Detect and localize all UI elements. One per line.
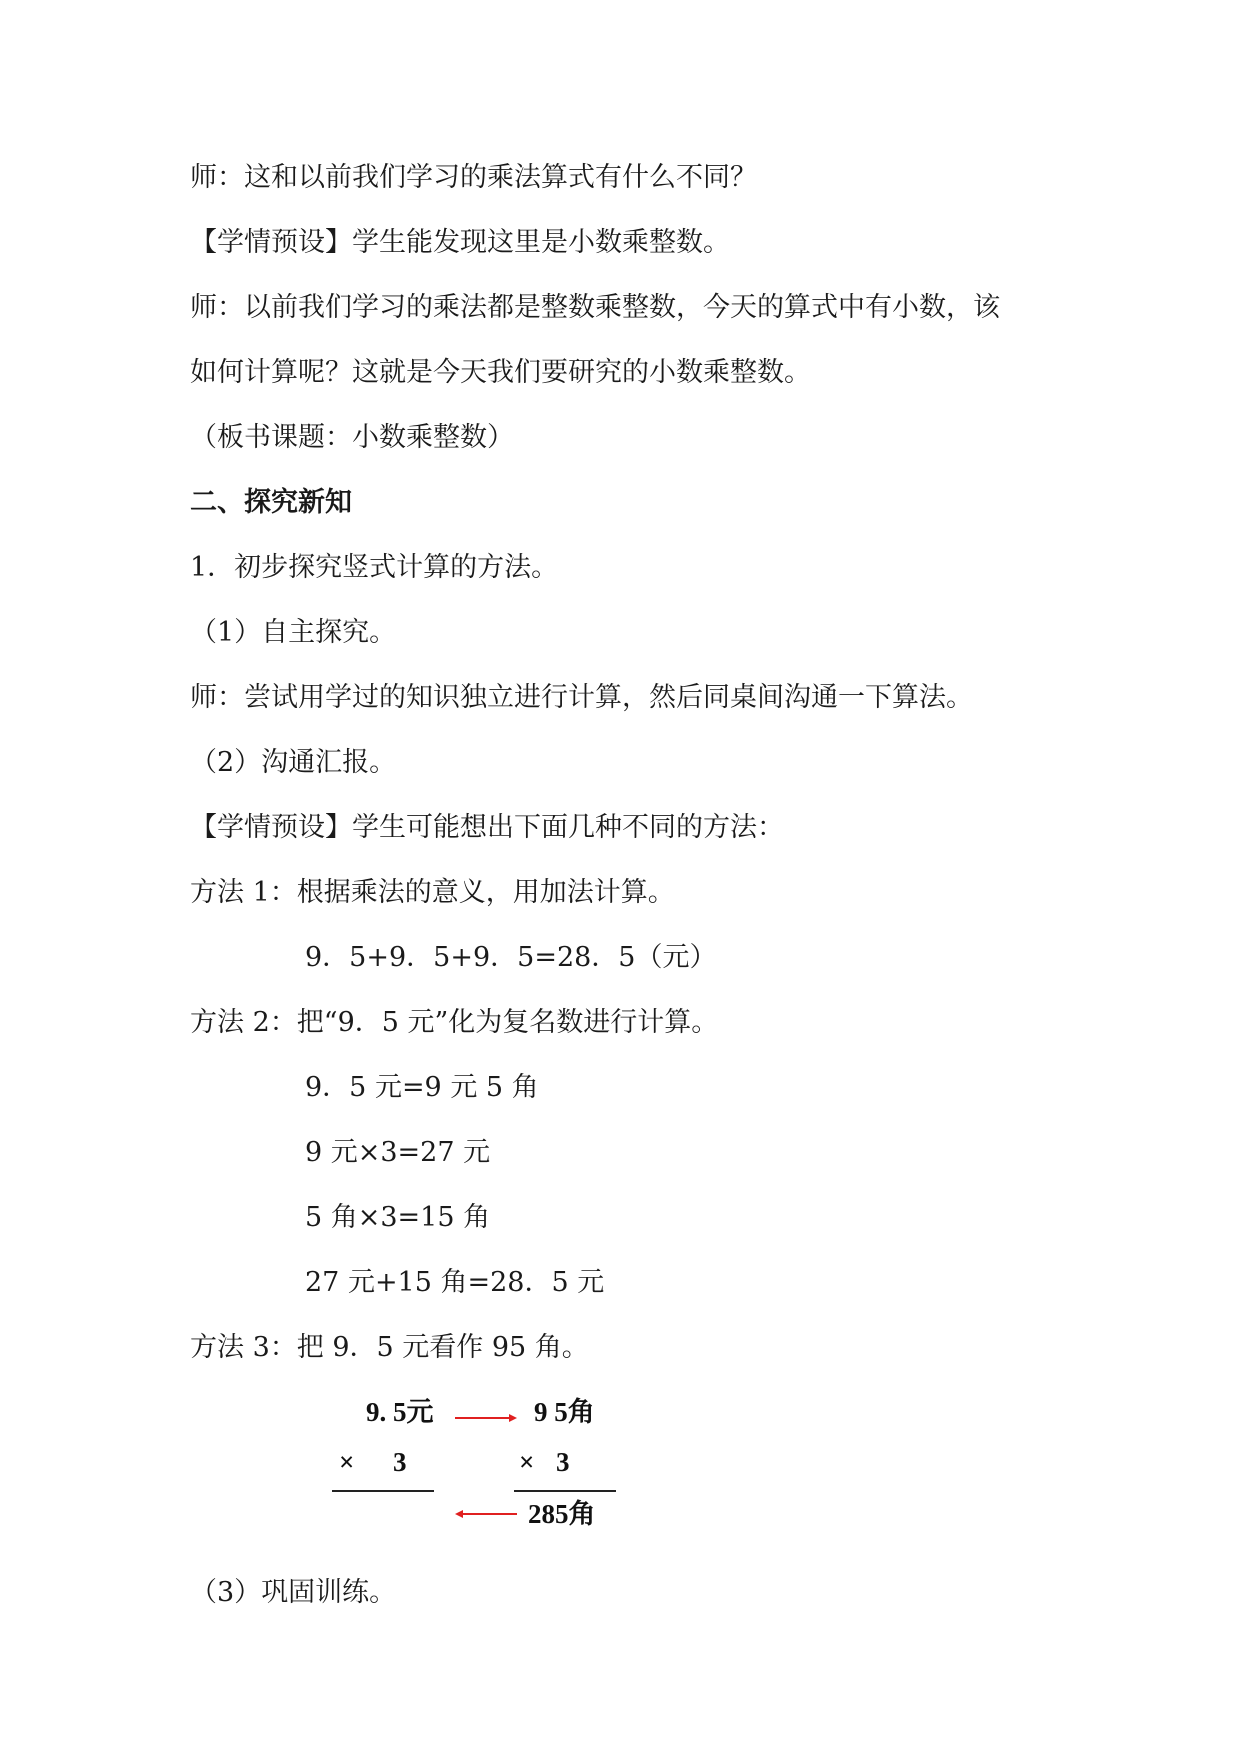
section-heading: 二、探究新知 — [190, 487, 352, 518]
product-result: 285角 — [528, 1499, 596, 1529]
right-times-sign: × — [519, 1447, 535, 1477]
preset-line-2: 【学情预设】学生可能想出下面几种不同的方法： — [190, 812, 784, 843]
board-title-line: （板书课题：小数乘整数） — [190, 422, 514, 453]
substep-1: （1）自主探究。 — [190, 617, 397, 648]
left-times-sign: × — [339, 1447, 355, 1477]
method-3: 方法 3：把 9．5 元看作 95 角。 — [190, 1332, 589, 1363]
left-arrow-icon — [455, 1508, 517, 1520]
teacher-question-line: 师：这和以前我们学习的乘法算式有什么不同？ — [190, 162, 757, 193]
teacher-intro-line: 师：以前我们学习的乘法都是整数乘整数，今天的算式中有小数，该 — [190, 292, 1000, 323]
teacher-intro-line-cont: 如何计算呢？这就是今天我们要研究的小数乘整数。 — [190, 357, 811, 388]
method-2-step-3: 5 角×3=15 角 — [305, 1202, 491, 1233]
substep-3: （3）巩固训练。 — [190, 1577, 397, 1608]
method-1-equation: 9．5+9．5+9．5=28．5（元） — [305, 942, 717, 973]
right-multiplier: 3 — [556, 1447, 570, 1477]
right-underline — [514, 1490, 616, 1492]
preset-line-1: 【学情预设】学生能发现这里是小数乘整数。 — [190, 227, 730, 258]
method-2-step-4: 27 元+15 角=28．5 元 — [305, 1267, 605, 1298]
teacher-instruction-line: 师：尝试用学过的知识独立进行计算，然后同桌间沟通一下算法。 — [190, 682, 973, 713]
method-2-step-1: 9．5 元=9 元 5 角 — [305, 1072, 539, 1103]
method-2-step-2: 9 元×3=27 元 — [305, 1137, 491, 1168]
left-underline — [332, 1490, 434, 1492]
right-arrow-icon — [455, 1412, 517, 1424]
step-1-heading: 1．初步探究竖式计算的方法。 — [190, 552, 559, 583]
right-multiplicand: 9 5角 — [534, 1397, 595, 1427]
substep-2: （2）沟通汇报。 — [190, 747, 397, 778]
left-multiplicand: 9. 5元 — [366, 1397, 434, 1427]
left-multiplier: 3 — [393, 1447, 407, 1477]
method-2: 方法 2：把“9．5 元”化为复名数进行计算。 — [190, 1007, 719, 1038]
method-1: 方法 1：根据乘法的意义，用加法计算。 — [190, 877, 675, 908]
